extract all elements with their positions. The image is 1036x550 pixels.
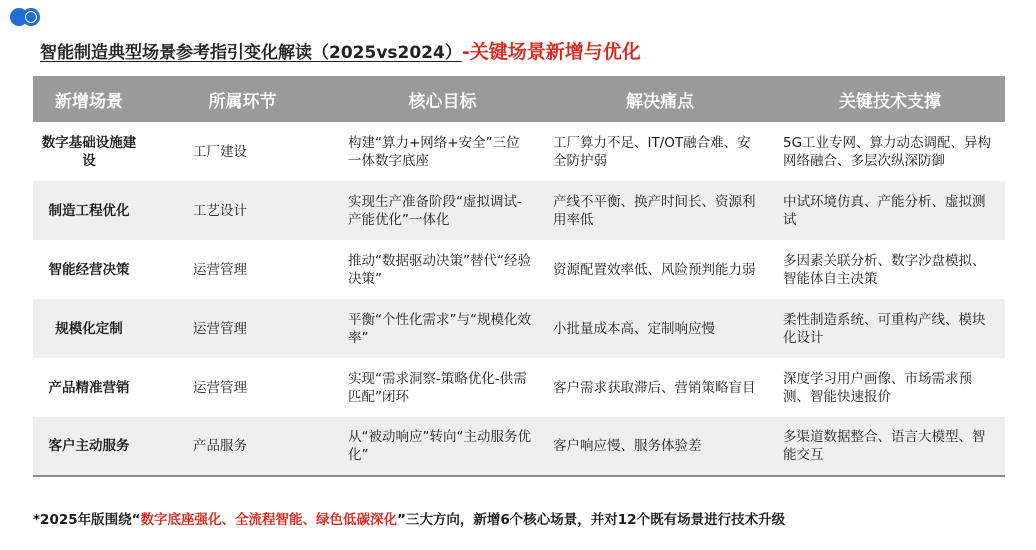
header-tech: 关键技术支撑 <box>775 76 1005 122</box>
cell-goal: 构建“算力+网络+安全”三位一体数字底座 <box>340 122 545 181</box>
cell-scene: 规模化定制 <box>33 299 145 358</box>
cell-tech: 柔性制造系统、可重构产线、模块化设计 <box>775 299 1005 358</box>
cell-tech: 多因素关联分析、数字沙盘模拟、智能体自主决策 <box>775 240 1005 299</box>
cell-goal: 平衡“个性化需求”与“规模化效率” <box>340 299 545 358</box>
cell-scene: 数字基础设施建设 <box>33 122 145 181</box>
cell-goal: 实现“需求洞察-策略优化-供需匹配”闭环 <box>340 358 545 417</box>
cell-pain: 资源配置效率低、风险预判能力弱 <box>545 240 775 299</box>
table-header-row <box>33 76 1005 122</box>
scenario-table <box>33 76 1005 477</box>
cell-goal: 实现生产准备阶段“虚拟调试-产能优化”一体化 <box>340 181 545 240</box>
header-link: 所属环节 <box>145 76 340 122</box>
cell-pain: 工厂算力不足、IT/OT融合难、安全防护弱 <box>545 122 775 181</box>
cell-tech: 多渠道数据整合、语言大模型、智能交互 <box>775 417 1005 476</box>
cell-link: 产品服务 <box>145 417 340 476</box>
table-row <box>33 417 1005 476</box>
cell-pain: 产线不平衡、换产时间长、资源利用率低 <box>545 181 775 240</box>
cell-scene: 制造工程优化 <box>33 181 145 240</box>
header-goal: 核心目标 <box>340 76 545 122</box>
header-pain: 解决痛点 <box>545 76 775 122</box>
cell-pain: 小批量成本高、定制响应慢 <box>545 299 775 358</box>
table-row <box>33 122 1005 181</box>
table-row <box>33 181 1005 240</box>
table-row <box>33 358 1005 417</box>
cell-scene: 智能经营决策 <box>33 240 145 299</box>
cell-link: 工艺设计 <box>145 181 340 240</box>
cell-goal: 从“被动响应”转向“主动服务优化” <box>340 417 545 476</box>
title-highlight: -关键场景新增与优化 <box>461 41 641 63</box>
cell-scene: 产品精准营销 <box>33 358 145 417</box>
footnote <box>33 508 785 528</box>
cell-link: 运营管理 <box>145 358 340 417</box>
footnote-prefix: *2025年版围绕“ <box>33 512 141 528</box>
cell-tech: 深度学习用户画像、市场需求预测、智能快速报价 <box>775 358 1005 417</box>
footnote-suffix: ”三大方向，新增6个核心场景，并对12个既有场景进行技术升级 <box>397 512 786 528</box>
cell-tech: 5G工业专网、算力动态调配、异构网络融合、多层次纵深防御 <box>775 122 1005 181</box>
header-scene: 新增场景 <box>33 76 145 122</box>
page-title <box>40 39 641 66</box>
table-row <box>33 240 1005 299</box>
cell-tech: 中试环境仿真、产能分析、虚拟测试 <box>775 181 1005 240</box>
cell-scene: 客户主动服务 <box>33 417 145 476</box>
cell-pain: 客户响应慢、服务体验差 <box>545 417 775 476</box>
cell-link: 工厂建设 <box>145 122 340 181</box>
cell-link: 运营管理 <box>145 240 340 299</box>
brand-logo <box>10 6 46 28</box>
cell-pain: 客户需求获取滞后、营销策略盲目 <box>545 358 775 417</box>
footnote-highlight: 数字底座强化、全流程智能、绿色低碳深化 <box>140 512 398 528</box>
cell-goal: 推动“数据驱动决策”替代“经验决策” <box>340 240 545 299</box>
title-main: 智能制造典型场景参考指引变化解读（2025vs2024） <box>40 43 462 63</box>
table-row <box>33 299 1005 358</box>
cell-link: 运营管理 <box>145 299 340 358</box>
